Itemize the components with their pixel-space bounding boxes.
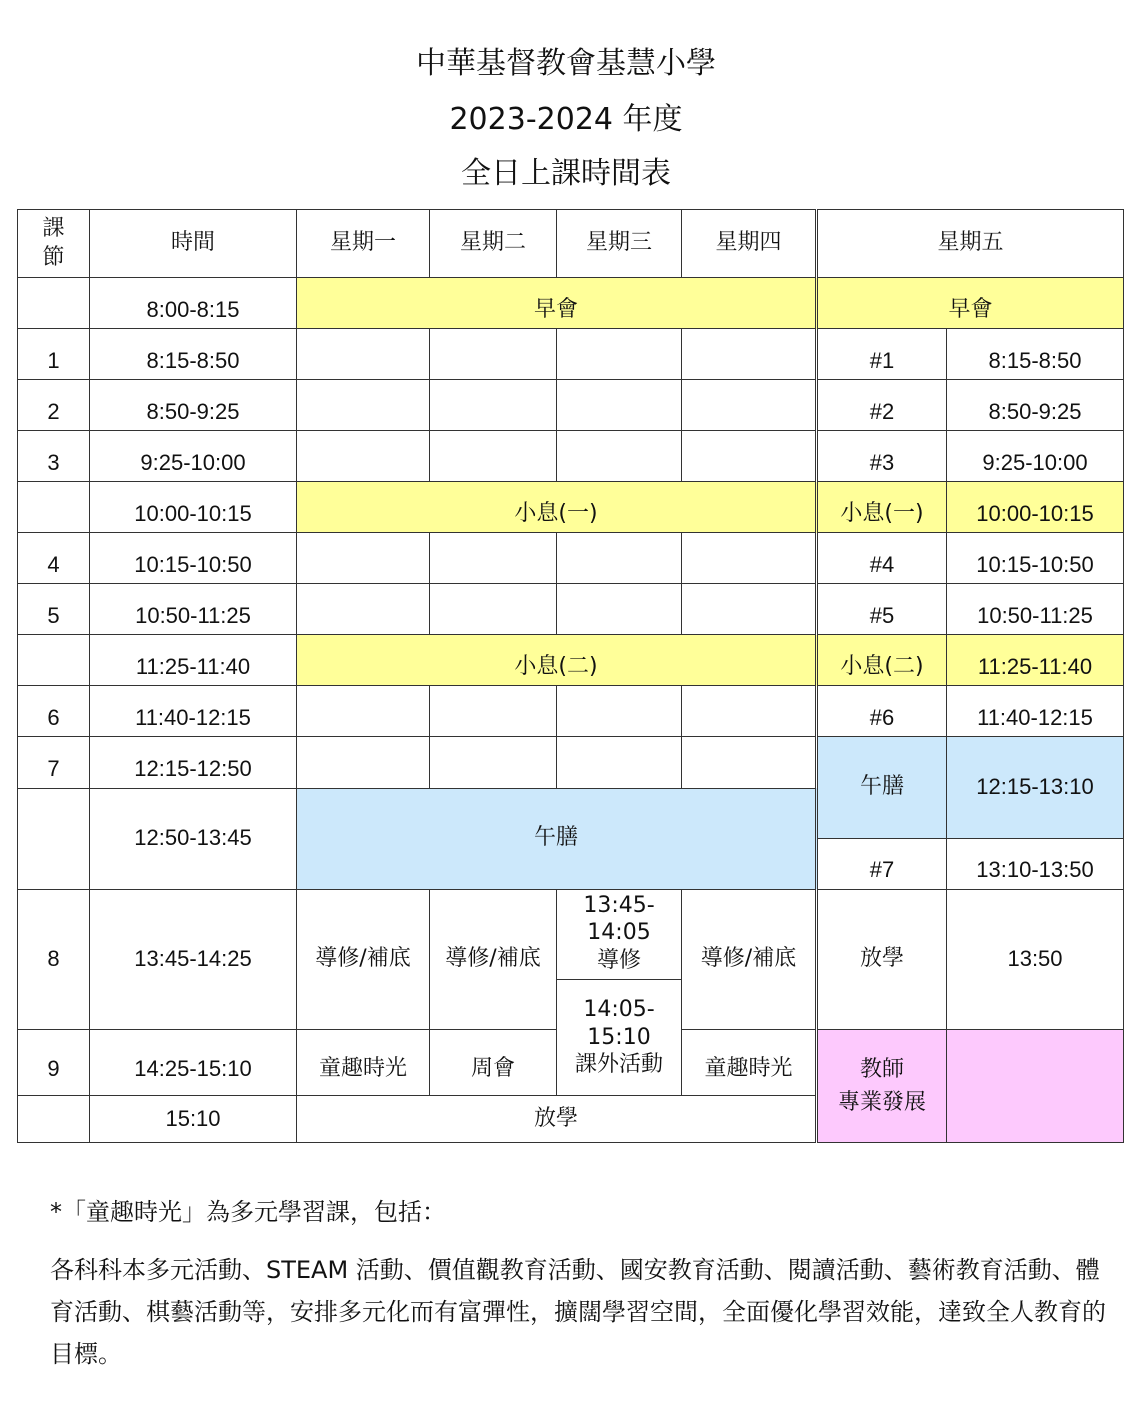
time-cell: 11:40-12:15: [90, 686, 297, 737]
period-number: 6: [18, 686, 90, 737]
period-row: [18, 737, 1124, 788]
period-number: 1: [18, 329, 90, 380]
time-header: 時間: [90, 210, 297, 278]
period-row: [18, 584, 1124, 635]
period-header: 課 節: [18, 210, 90, 278]
fri-period-number: #4: [817, 533, 947, 584]
fri-lunch-time: 12:15-13:10: [947, 737, 1124, 838]
fri-staff-development-cell: 教師 專業發展: [817, 1029, 947, 1142]
lesson-cell: [557, 737, 682, 788]
period-number: 5: [18, 584, 90, 635]
header-row: [18, 210, 1124, 278]
timetable: [17, 209, 1124, 1143]
fri-period-number: #2: [817, 380, 947, 431]
lesson-cell: [297, 737, 430, 788]
period-row: [18, 889, 1124, 979]
lesson-cell: [557, 431, 682, 482]
fri-period-number: #3: [817, 431, 947, 482]
wed-tutorial-cell: 13:45- 14:05 導修: [557, 889, 682, 979]
activity-cell: 童趣時光: [297, 1029, 430, 1095]
period-row: [18, 380, 1124, 431]
assembly-row: [18, 278, 1124, 329]
note-heading: *「童趣時光」為多元學習課，包括：: [50, 1198, 446, 1226]
time-cell: 11:25-11:40: [90, 635, 297, 686]
fri-time-cell: 8:15-8:50: [947, 329, 1124, 380]
tutorial-cell: 導修/補底: [682, 889, 817, 1029]
time-cell: 8:15-8:50: [90, 329, 297, 380]
lesson-cell: [557, 380, 682, 431]
time-cell: 10:00-10:15: [90, 482, 297, 533]
note-body: 各科科本多元活動、STEAM 活動、價值觀教育活動、國安教育活動、閱讀活動、藝術教育活動、體育活動、棋藝活動等，安排多元化而有富彈性，擴闊學習空間，全面優化學習效能，達致全人教育的目標。: [50, 1256, 1106, 1368]
fri-period-number: #6: [817, 686, 947, 737]
time-cell: 12:50-13:45: [90, 788, 297, 889]
day-header-tue: 星期二: [430, 210, 557, 278]
fri-recess-time: 11:25-11:40: [947, 635, 1124, 686]
lesson-cell: [430, 686, 557, 737]
lesson-cell: [297, 431, 430, 482]
fri-time-cell: 11:40-12:15: [947, 686, 1124, 737]
fri-time-cell: 9:25-10:00: [947, 431, 1124, 482]
fri-period-number: #5: [817, 584, 947, 635]
lesson-cell: [682, 431, 817, 482]
day-header-fri: 星期五: [817, 210, 1124, 278]
fri-assembly-cell: 早會: [817, 278, 1124, 329]
lesson-cell: [430, 431, 557, 482]
period-row: [18, 533, 1124, 584]
fri-recess-cell: 小息(一): [817, 482, 947, 533]
day-header-mon: 星期一: [297, 210, 430, 278]
period-cell: [18, 1095, 90, 1142]
recess-row: [18, 482, 1124, 533]
fri-lunch-cell: 午膳: [817, 737, 947, 838]
recess-row: [18, 635, 1124, 686]
lesson-cell: [557, 533, 682, 584]
time-cell: 9:25-10:00: [90, 431, 297, 482]
period-row: [18, 686, 1124, 737]
lesson-cell: [297, 380, 430, 431]
lesson-cell: [430, 584, 557, 635]
fri-dismissal-time: 13:50: [947, 889, 1124, 1029]
fri-period-number: #1: [817, 329, 947, 380]
time-cell: 8:00-8:15: [90, 278, 297, 329]
lesson-cell: [430, 329, 557, 380]
period-number: 3: [18, 431, 90, 482]
period-cell: [18, 482, 90, 533]
day-header-thu: 星期四: [682, 210, 817, 278]
period-row: [18, 329, 1124, 380]
lesson-cell: [297, 329, 430, 380]
assembly-cell: 早會: [297, 278, 817, 329]
fri-period-number: #7: [817, 838, 947, 889]
timetable-title: 全日上課時間表: [461, 156, 671, 191]
school-year: 2023-2024 年度: [449, 102, 683, 137]
lesson-cell: [682, 686, 817, 737]
wed-ext-cell: 14:05- 15:10 課外活動: [557, 979, 682, 1095]
lunch-cell: 午膳: [297, 788, 817, 889]
recess-cell: 小息(二): [297, 635, 817, 686]
dismissal-cell: 放學: [297, 1095, 817, 1142]
lesson-cell: [430, 380, 557, 431]
lesson-cell: [682, 584, 817, 635]
lesson-cell: [297, 686, 430, 737]
fri-time-cell: 10:15-10:50: [947, 533, 1124, 584]
fri-time-cell: 10:50-11:25: [947, 584, 1124, 635]
tutorial-cell: 導修/補底: [297, 889, 430, 1029]
time-cell: 10:50-11:25: [90, 584, 297, 635]
time-cell: 15:10: [90, 1095, 297, 1142]
fri-recess-time: 10:00-10:15: [947, 482, 1124, 533]
fri-dismissal-cell: 放學: [817, 889, 947, 1029]
lesson-cell: [682, 737, 817, 788]
school-name: 中華基督教會基慧小學: [416, 46, 716, 81]
fri-time-cell: 8:50-9:25: [947, 380, 1124, 431]
lesson-cell: [297, 533, 430, 584]
time-cell: 8:50-9:25: [90, 380, 297, 431]
period-number: 9: [18, 1029, 90, 1095]
lesson-cell: [430, 533, 557, 584]
lesson-cell: [682, 533, 817, 584]
lesson-cell: [557, 584, 682, 635]
lesson-cell: [297, 584, 430, 635]
period-row: [18, 431, 1124, 482]
lesson-cell: [682, 380, 817, 431]
fri-recess-cell: 小息(二): [817, 635, 947, 686]
period-number: 2: [18, 380, 90, 431]
time-cell: 10:15-10:50: [90, 533, 297, 584]
lesson-cell: [682, 329, 817, 380]
time-cell: 12:15-12:50: [90, 737, 297, 788]
time-cell: 14:25-15:10: [90, 1029, 297, 1095]
period-cell: [18, 788, 90, 889]
day-header-wed: 星期三: [557, 210, 682, 278]
tutorial-cell: 導修/補底: [430, 889, 557, 1029]
fri-empty-cell: [947, 1029, 1124, 1142]
lesson-cell: [430, 737, 557, 788]
activity-cell: 童趣時光: [682, 1029, 817, 1095]
period-number: 7: [18, 737, 90, 788]
period-number: 8: [18, 889, 90, 1029]
lesson-cell: [557, 329, 682, 380]
assembly-cell: 周會: [430, 1029, 557, 1095]
fri-time-cell: 13:10-13:50: [947, 838, 1124, 889]
recess-cell: 小息(一): [297, 482, 817, 533]
lesson-cell: [557, 686, 682, 737]
period-cell: [18, 278, 90, 329]
period-number: 4: [18, 533, 90, 584]
period-cell: [18, 635, 90, 686]
time-cell: 13:45-14:25: [90, 889, 297, 1029]
